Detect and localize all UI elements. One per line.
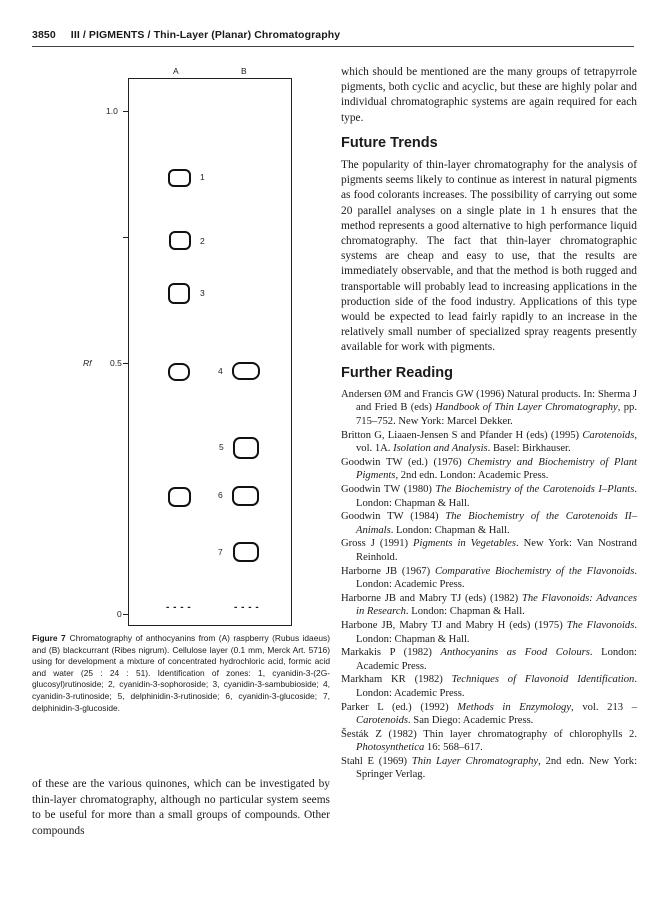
y-tick-minor: [123, 237, 128, 238]
reference-title: Carotenoids: [356, 715, 408, 727]
reference-text: , pp. 715–752. New York: Marcel Dekker.: [356, 402, 637, 428]
reference-title: The Flavonoids: Advances in Research: [356, 592, 637, 618]
right-column: [341, 65, 637, 782]
reference-title: Techniques of Flavonoid Identification: [451, 674, 635, 686]
spot-a-unlabeled-glucoside: [168, 487, 191, 507]
reference-item: [341, 701, 637, 728]
y-tick-0: [123, 614, 128, 615]
reference-text: . London: Academic Press.: [356, 647, 637, 672]
reference-text: . London: Academic Press.: [356, 565, 637, 591]
reference-title: Isolation and Analysis: [393, 443, 488, 455]
future-trends-paragraph: The popularity of thin-layer chromatography for the analysis of pigments seems likely to continue as interest in natural pigments as food colorants increases. The possibility of carrying out some 20 parallel analyses on a single plate in 1 h ensures that the method represents a good alternative to high performance liquid chromatography. The fact that thin-layer chromatographic systems are cheap and easy to use, that the results are immediately observable, and that the method is both rugged and transportable will probably lead to increasing applications in the production side of the food industry. Applications of this type would be expected to lead fairly rapidly to an increase in the relatively small number of specialized spray reagents presently available for work with pigments.: [341, 159, 637, 354]
reference-title: The Biochemistry of the Carotenoids I–Plants: [435, 484, 635, 496]
reference-list: [341, 388, 637, 782]
reference-title: Comparative Biochemistry of the Flavonoids: [434, 565, 635, 577]
lane-label-a: A: [173, 66, 179, 76]
reference-item: [341, 565, 637, 592]
tlc-figure: [83, 66, 320, 636]
y-tick-label-0: 0: [117, 609, 122, 619]
reference-text: Parker L (ed.) (1992): [341, 701, 458, 713]
origin-mark-a: - - - -: [166, 602, 192, 613]
zone-label-1: 1: [200, 172, 205, 182]
y-tick-label-1: 1.0: [106, 106, 118, 116]
reference-item: [341, 673, 637, 700]
reference-text: , 2nd edn. New York: Springer Verlag.: [356, 755, 638, 781]
reference-text: Gross J (1991): [341, 538, 414, 550]
zone-label-4: 4: [218, 366, 223, 376]
figure-caption-text: Chromatography of anthocyanins from (A) raspberry (Rubus idaeus) and (B) blackcurrant (Ribes nigrum). Cellulose layer (0.1 mm, Merck Art. 5716) using for development a mixture of concentrated hydrochloric acid, formic acid and water (25 : 24 : 51). Identification of zones: 1, cyanidin-3-(2G-glucosyl)rutinoside; 2, cyanidin-3-sophoroside; 3, cyanidin-3-sambubioside; 4, cyanidin-3-rutinoside; 5, delphinidin-3-rutinoside; 6, cyanidin-3-glucoside; 7, delphinidin-3-glucoside.: [32, 633, 331, 713]
spot-a-zone-3: [168, 283, 190, 304]
reference-text: . San Diego: Academic Press.: [408, 715, 534, 727]
reference-text: , 2nd edn. London: Academic Press.: [395, 470, 549, 482]
reference-item: [341, 755, 637, 782]
zone-label-7: 7: [218, 547, 223, 557]
lane-label-b: B: [241, 66, 247, 76]
reference-text: Andersen ØM and Francis GW (1996) Natural products. In: Sherma J and Fried B (eds): [341, 388, 637, 414]
zone-label-6: 6: [218, 490, 223, 500]
spot-b-zone-7: [233, 542, 259, 562]
y-axis-label: Rf: [83, 358, 92, 368]
reference-item: [341, 619, 637, 646]
reference-text: . London: Chapman & Hall.: [390, 524, 510, 536]
reference-text: . London: Chapman & Hall.: [356, 484, 637, 509]
running-header: [32, 29, 340, 41]
reference-title: Handbook of Thin Layer Chromatography: [435, 402, 618, 414]
header-rule: [32, 46, 634, 47]
spot-b-zone-6: [232, 486, 259, 506]
reference-item: [341, 646, 637, 673]
spot-a-zone-1: [168, 169, 191, 187]
reference-text: Markakis P (1982): [341, 647, 441, 659]
reference-item: [341, 728, 637, 755]
reference-text: Harborne JB (1967): [341, 565, 435, 577]
reference-title: Thin Layer Chromatography: [411, 755, 539, 767]
reference-title: The Flavonoids: [566, 619, 635, 631]
figure-caption-label: Figure 7: [32, 633, 66, 643]
reference-text: . London: Academic Press.: [356, 674, 637, 699]
page-number: 3850: [32, 29, 56, 41]
reference-text: Goodwin TW (1980): [341, 484, 436, 496]
figure-caption: [32, 633, 330, 714]
reference-text: . London: Chapman & Hall.: [356, 619, 637, 645]
reference-text: Goodwin TW (1984): [341, 511, 446, 523]
reference-item: [341, 537, 637, 564]
y-tick-label-05: 0.5: [110, 358, 122, 368]
reference-text: Markham KR (1982): [341, 674, 452, 686]
reference-title: Pigments in Vegetables: [413, 538, 516, 550]
reference-text: Šesták Z (1982) Thin layer chromatography of chlorophylls 2.: [341, 728, 637, 740]
reference-text: Goodwin TW (ed.) (1976): [341, 456, 468, 468]
reference-item: [341, 456, 637, 483]
zone-label-2: 2: [200, 236, 205, 246]
left-body-text: of these are the various quinones, which can be investigated by thin-layer chromatography, although no particular system seems to be useful for more than a small groups of compounds. Other compounds: [32, 778, 330, 837]
reference-text: Stahl E (1969): [341, 755, 412, 767]
right-intro-paragraph: which should be mentioned are the many groups of tetrapyrrole pigments, both cyclic and acyclic, but these are highly polar and individual chromatographic systems are again required for each type.: [341, 66, 637, 124]
y-tick-05: [123, 363, 128, 364]
reference-text: Harbone JB, Mabry TJ and Mabry H (eds) (1975): [341, 619, 567, 631]
y-tick-1: [123, 111, 128, 112]
spot-a-unlabeled-rutinoside: [168, 363, 190, 381]
reference-text: . London: Chapman & Hall.: [405, 606, 525, 618]
reference-text: , vol. 1A.: [356, 429, 637, 455]
spot-b-zone-4: [232, 362, 260, 380]
reference-item: [341, 388, 637, 429]
reference-text: 16: 568–617.: [424, 742, 483, 754]
future-trends-heading: Future Trends: [341, 134, 438, 151]
reference-item: [341, 483, 637, 510]
reference-title: Carotenoids: [582, 429, 635, 441]
zone-label-3: 3: [200, 288, 205, 298]
reference-item: [341, 429, 637, 456]
origin-mark-b: - - - -: [234, 602, 260, 613]
reference-text: . Basel: Birkhauser.: [487, 443, 571, 455]
reference-text: Harborne JB and Mabry TJ (eds) (1982): [341, 592, 522, 604]
reference-text: , vol. 213 –: [571, 701, 637, 713]
spot-a-zone-2: [169, 231, 191, 250]
reference-title: The Biochemistry of the Carotenoids II–Animals: [356, 511, 637, 536]
reference-title: Methods in Enzymology: [457, 701, 572, 713]
further-reading-heading: Further Reading: [341, 364, 453, 381]
reference-item: [341, 592, 637, 619]
running-title: III / PIGMENTS / Thin-Layer (Planar) Chromatography: [70, 29, 341, 41]
reference-title: Anthocyanins as Food Colours: [440, 647, 590, 659]
zone-label-5: 5: [219, 442, 224, 452]
tlc-plate-frame: [128, 78, 292, 626]
reference-title: Photosynthetica: [356, 742, 425, 754]
reference-item: [341, 510, 637, 537]
reference-title: Chemistry and Biochemistry of Plant Pigments: [356, 456, 637, 482]
reference-text: . New York: Van Nostrand Reinhold.: [356, 538, 637, 563]
spot-b-zone-5: [233, 437, 259, 459]
reference-text: Britton G, Liaaen-Jensen S and Pfander H (eds) (1995): [341, 429, 583, 441]
